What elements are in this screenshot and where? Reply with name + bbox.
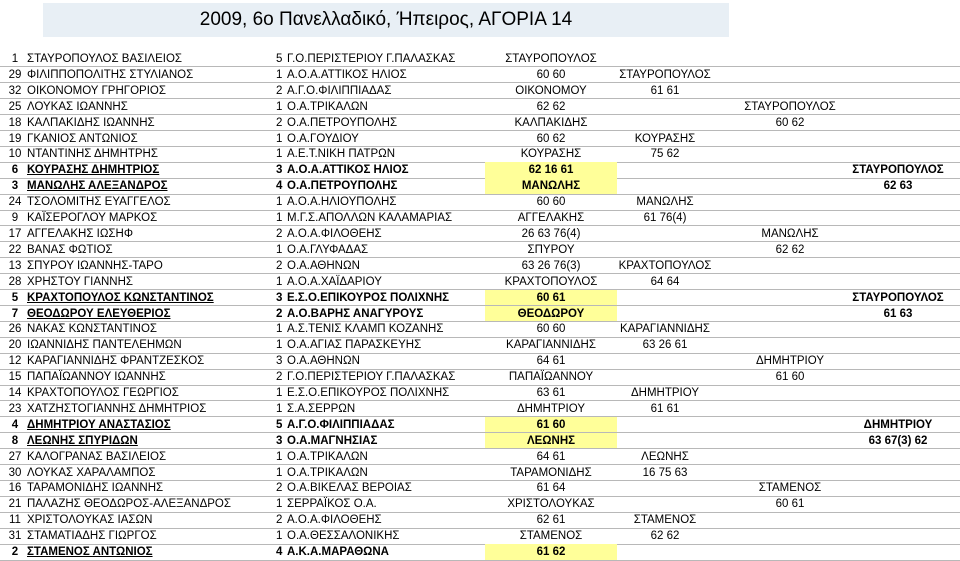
player-seed: 10	[8, 148, 22, 161]
table-row	[0, 417, 960, 433]
player-name: ΚΑΛΟΓΡΑΝΑΣ ΒΑΣΙΛΕΙΟΣ	[27, 450, 167, 463]
table-row	[0, 83, 960, 99]
table-row	[0, 242, 960, 258]
player-entry-number: 1	[276, 68, 283, 81]
round-2-result: 64 64	[650, 275, 680, 288]
round-2-result: 16 75 63	[642, 466, 688, 479]
draw-table	[0, 51, 960, 560]
round-1-result: ΔΗΜΗΤΡΙΟΥ	[516, 402, 585, 415]
player-entry-number: 2	[276, 259, 283, 272]
round-1-result: ΧΡΙΣΤΟΛΟΥΚΑΣ	[507, 498, 595, 511]
player-club: Ο.Α.ΠΕΤΡΟΥΠΟΛΗΣ	[287, 180, 398, 193]
table-row	[0, 258, 960, 274]
sheet-title: 2009, 6ο Πανελλαδικό, Ήπειρος, ΑΓΟΡΙΑ 14	[43, 3, 729, 37]
player-name: ΧΑΤΖΗΣΤΟΓΙΑΝΝΗΣ ΔΗΜΗΤΡΙΟΣ	[27, 402, 207, 415]
player-entry-number: 1	[276, 100, 283, 113]
table-row	[0, 401, 960, 417]
player-seed: 12	[8, 355, 22, 368]
player-entry-number: 1	[276, 530, 283, 543]
round-2-result: 75 62	[650, 148, 680, 161]
player-club: Ο.Α.ΤΡΙΚΑΛΩΝ	[287, 450, 368, 463]
table-row	[0, 465, 960, 481]
table-row	[0, 131, 960, 147]
table-row	[0, 433, 960, 449]
table-row	[0, 449, 960, 465]
table-row	[0, 194, 960, 210]
player-entry-number: 2	[276, 514, 283, 527]
round-1-result: ΜΑΝΩΛΗΣ	[485, 178, 617, 194]
round-4-result: 63 67(3) 62	[868, 434, 928, 447]
player-club: Γ.Ο.ΠΕΡΙΣΤΕΡΙΟΥ Γ.ΠΑΛΑΣΚΑΣ	[287, 53, 456, 65]
player-name: ΝΤΑΝΤΙΝΗΣ ΔΗΜΗΤΡΗΣ	[27, 148, 158, 161]
player-club: Α.Ο.Α.ΗΛΙΟΥΠΟΛΗΣ	[287, 196, 397, 209]
round-1-result: 61 60	[485, 417, 617, 433]
player-name: ΛΕΩΝΗΣ ΣΠΥΡΙΔΩΝ	[27, 434, 138, 447]
player-club: Α.Κ.Α.ΜΑΡΑΘΩΝΑ	[287, 546, 389, 559]
table-row	[0, 290, 960, 306]
player-entry-number: 3	[276, 434, 283, 447]
round-1-result: ΟΙΚΟΝΟΜΟΥ	[515, 84, 587, 97]
player-club: Ο.Α.ΜΑΓΝΗΣΙΑΣ	[287, 434, 378, 447]
player-entry-number: 1	[276, 387, 283, 400]
player-name: ΚΡΑΧΤΟΠΟΥΛΟΣ ΓΕΩΡΓΙΟΣ	[27, 387, 179, 400]
player-entry-number: 1	[276, 148, 283, 161]
player-entry-number: 5	[276, 53, 283, 65]
player-entry-number: 2	[276, 84, 283, 97]
table-row	[0, 210, 960, 226]
player-club: Α.Σ.ΤΕΝΙΣ ΚΛΑΜΠ ΚΟΖΑΝΗΣ	[287, 323, 444, 336]
player-seed: 20	[8, 339, 22, 352]
table-row	[0, 226, 960, 242]
player-seed: 7	[11, 307, 19, 320]
player-name: ΟΙΚΟΝΟΜΟΥ ΓΡΗΓΟΡΙΟΣ	[27, 84, 166, 97]
table-row	[0, 353, 960, 369]
round-2-result: ΣΤΑΜΕΝΟΣ	[633, 514, 697, 527]
player-club: Ο.Α.ΘΕΣΣΑΛΟΝΙΚΗΣ	[287, 530, 400, 543]
round-3-result: ΔΗΜΗΤΡΙΟΥ	[755, 355, 824, 368]
round-1-result: ΘΕΟΔΩΡΟΥ	[485, 306, 617, 322]
round-1-result: 62 62	[536, 100, 566, 113]
player-club: ΣΕΡΡΑΪΚΟΣ Ο.Α.	[287, 498, 377, 511]
round-1-result: 61 64	[536, 482, 566, 495]
player-entry-number: 5	[276, 418, 283, 431]
player-entry-number: 2	[276, 371, 283, 384]
player-entry-number: 1	[276, 402, 283, 415]
player-seed: 31	[8, 530, 22, 543]
table-row	[0, 51, 960, 67]
player-name: ΚΑΪΣΕΡΟΓΛΟΥ ΜΑΡΚΟΣ	[27, 212, 158, 225]
player-seed: 24	[8, 196, 22, 209]
player-name: ΣΤΑΜΕΝΟΣ ΑΝΤΩΝΙΟΣ	[27, 546, 153, 559]
player-club: Ε.Σ.Ο.ΕΠΙΚΟΥΡΟΣ ΠΟΛΙΧΝΗΣ	[287, 291, 450, 304]
table-row	[0, 67, 960, 83]
player-name: ΚΡΑΧΤΟΠΟΥΛΟΣ ΚΩΝΣΤΑΝΤΙΝΟΣ	[27, 291, 214, 304]
table-row	[0, 385, 960, 401]
player-name: ΑΓΓΕΛΑΚΗΣ ΙΩΣΗΦ	[27, 227, 134, 240]
player-name: ΓΚΑΝΙΟΣ ΑΝΤΩΝΙΟΣ	[27, 132, 138, 145]
player-entry-number: 3	[276, 164, 283, 177]
player-club: Ο.Α.ΤΡΙΚΑΛΩΝ	[287, 466, 368, 479]
player-club: Ο.Α.ΤΡΙΚΑΛΩΝ	[287, 100, 368, 113]
player-name: ΚΟΥΡΑΣΗΣ ΔΗΜΗΤΡΙΟΣ	[27, 164, 160, 177]
player-name: ΦΙΛΙΠΠΟΠΟΛΙΤΗΣ ΣΤΥΛΙΑΝΟΣ	[27, 68, 194, 81]
player-seed: 29	[8, 68, 22, 81]
round-2-result: ΚΡΑΧΤΟΠΟΥΛΟΣ	[618, 259, 712, 272]
round-1-result: 60 60	[536, 323, 566, 336]
player-club: Ο.Α.ΑΓΙΑΣ ΠΑΡΑΣΚΕΥΗΣ	[287, 339, 422, 352]
player-club: Ο.Α.ΒΙΚΕΛΑΣ ΒΕΡΟΙΑΣ	[287, 482, 412, 495]
player-entry-number: 2	[276, 227, 283, 240]
player-name: ΠΑΛΑΖΗΣ ΘΕΟΔΩΡΟΣ-ΑΛΕΞΑΝΔΡΟΣ	[27, 498, 231, 511]
round-1-result: 62 16 61	[485, 162, 617, 178]
round-1-result: 60 61	[485, 290, 617, 306]
player-name: ΛΟΥΚΑΣ ΧΑΡΑΛΑΜΠΟΣ	[27, 466, 156, 479]
player-entry-number: 1	[276, 450, 283, 463]
player-entry-number: 1	[276, 498, 283, 511]
round-1-result: ΚΑΛΠΑΚΙΔΗΣ	[514, 116, 588, 129]
player-name: ΒΑΝΑΣ ΦΩΤΙΟΣ	[27, 243, 113, 256]
player-entry-number: 1	[276, 466, 283, 479]
table-row	[0, 162, 960, 178]
player-entry-number: 1	[276, 212, 283, 225]
round-3-result: ΣΤΑΜΕΝΟΣ	[758, 482, 822, 495]
table-row	[0, 512, 960, 528]
round-2-result: ΛΕΩΝΗΣ	[641, 450, 689, 463]
player-seed: 28	[8, 275, 22, 288]
player-club: Α.Γ.Ο.ΦΙΛΙΠΠΙΑΔΑΣ	[287, 418, 395, 431]
round-1-result: 62 61	[536, 514, 566, 527]
player-seed: 16	[8, 482, 22, 495]
player-club: Α.Ο.Α.ΑΤΤΙΚΟΣ ΗΛΙΟΣ	[287, 164, 409, 177]
player-seed: 23	[8, 402, 22, 415]
table-row	[0, 544, 960, 560]
table-row	[0, 178, 960, 194]
player-name: ΧΡΗΣΤΟΥ ΓΙΑΝΝΗΣ	[27, 275, 134, 288]
player-seed: 2	[11, 546, 19, 559]
player-club: Ο.Α.ΓΛΥΦΑΔΑΣ	[287, 243, 369, 256]
player-club: Α.Ο.ΒΑΡΗΣ ΑΝΑΓΥΡΟΥΣ	[287, 307, 424, 320]
player-club: Ο.Α.ΠΕΤΡΟΥΠΟΛΗΣ	[287, 116, 398, 129]
round-1-result: ΛΕΩΝΗΣ	[485, 433, 617, 449]
player-seed: 15	[8, 371, 22, 384]
round-2-result: ΜΑΝΩΛΗΣ	[636, 196, 694, 209]
player-name: ΘΕΟΔΩΡΟΥ ΕΛΕΥΘΕΡΙΟΣ	[27, 307, 171, 320]
player-seed: 27	[8, 450, 22, 463]
round-1-result: ΑΓΓΕΛΑΚΗΣ	[517, 212, 585, 225]
table-row	[0, 496, 960, 512]
round-3-result: 60 62	[775, 116, 805, 129]
player-seed: 1	[11, 53, 19, 65]
round-1-result: ΣΤΑΜΕΝΟΣ	[519, 530, 583, 543]
table-row	[0, 274, 960, 290]
player-club: Γ.Ο.ΠΕΡΙΣΤΕΡΙΟΥ Γ.ΠΑΛΑΣΚΑΣ	[287, 371, 456, 384]
player-seed: 6	[11, 164, 19, 177]
round-1-result: 64 61	[536, 450, 566, 463]
player-entry-number: 2	[276, 116, 283, 129]
round-1-result: 60 60	[536, 68, 566, 81]
player-entry-number: 1	[276, 132, 283, 145]
round-2-result: 61 61	[650, 402, 680, 415]
player-name: ΧΡΙΣΤΟΛΟΥΚΑΣ ΙΑΣΩΝ	[27, 514, 153, 527]
player-club: Ο.Α.ΑΘΗΝΩΝ	[287, 355, 360, 368]
player-entry-number: 2	[276, 482, 283, 495]
player-club: Α.Ο.Α.ΑΤΤΙΚΟΣ ΗΛΙΟΣ	[287, 68, 407, 81]
player-seed: 19	[8, 132, 22, 145]
player-seed: 14	[8, 387, 22, 400]
player-entry-number: 2	[276, 307, 283, 320]
round-1-result: ΚΑΡΑΓΙΑΝΝΙΔΗΣ	[506, 339, 596, 352]
round-1-result: ΣΠΥΡΟΥ	[527, 243, 575, 256]
table-row	[0, 528, 960, 544]
player-seed: 32	[8, 84, 22, 97]
player-club: Ε.Σ.Ο.ΕΠΙΚΟΥΡΟΣ ΠΟΛΙΧΝΗΣ	[287, 387, 450, 400]
round-3-result: 60 61	[775, 498, 805, 511]
round-4-result: 61 63	[883, 307, 913, 320]
player-seed: 4	[11, 418, 19, 431]
table-row	[0, 306, 960, 322]
player-entry-number: 4	[276, 180, 283, 193]
player-club: Α.Ο.Α.ΧΑΪΔΑΡΙΟΥ	[287, 275, 382, 288]
round-4-result: ΣΤΑΥΡΟΠΟΥΛΟΣ	[852, 291, 944, 304]
player-seed: 13	[8, 259, 22, 272]
round-3-result: 61 60	[775, 371, 805, 384]
player-name: ΣΠΥΡΟΥ ΙΩΑΝΝΗΣ-ΤΑΡΟ	[27, 259, 163, 272]
round-1-result: 60 62	[536, 132, 566, 145]
round-2-result: ΚΟΥΡΑΣΗΣ	[634, 132, 696, 145]
player-name: ΠΑΠΑΪΩΑΝΝΟΥ ΙΩΑΝΝΗΣ	[27, 371, 166, 384]
player-club: Σ.Α.ΣΕΡΡΩΝ	[287, 402, 356, 415]
player-club: Ο.Α.ΑΘΗΝΩΝ	[287, 259, 360, 272]
table-row	[0, 337, 960, 353]
player-club: Ο.Α.ΓΟΥΔΙΟΥ	[287, 132, 359, 145]
player-entry-number: 3	[276, 355, 283, 368]
player-name: ΛΟΥΚΑΣ ΙΩΑΝΝΗΣ	[27, 100, 128, 113]
player-seed: 9	[11, 212, 19, 225]
player-seed: 26	[8, 323, 22, 336]
round-1-result: ΤΑΡΑΜΟΝΙΔΗΣ	[510, 466, 592, 479]
player-entry-number: 1	[276, 275, 283, 288]
table-row	[0, 99, 960, 115]
player-club: Α.Ο.Α.ΦΙΛΟΘΕΗΣ	[287, 514, 382, 527]
round-2-result: 62 62	[650, 530, 680, 543]
table-row	[0, 146, 960, 162]
round-3-result: ΜΑΝΩΛΗΣ	[761, 227, 819, 240]
player-seed: 25	[8, 100, 22, 113]
round-2-result: ΣΤΑΥΡΟΠΟΥΛΟΣ	[619, 68, 711, 81]
round-4-result: ΣΤΑΥΡΟΠΟΥΛΟΣ	[852, 164, 944, 177]
player-seed: 30	[8, 466, 22, 479]
round-2-result: ΔΗΜΗΤΡΙΟΥ	[630, 387, 699, 400]
player-seed: 5	[11, 291, 19, 304]
round-2-result: 63 26 61	[642, 339, 688, 352]
player-name: ΣΤΑΥΡΟΠΟΥΛΟΣ ΒΑΣΙΛΕΙΟΣ	[27, 53, 183, 65]
round-4-result: ΔΗΜΗΤΡΙΟΥ	[863, 418, 933, 431]
round-3-result: 62 62	[775, 243, 805, 256]
round-1-result: ΣΤΑΥΡΟΠΟΥΛΟΣ	[505, 53, 597, 65]
player-entry-number: 1	[276, 323, 283, 336]
table-row	[0, 321, 960, 337]
round-1-result: 60 60	[536, 196, 566, 209]
player-club: Α.Ο.Α.ΦΙΛΟΘΕΗΣ	[287, 227, 382, 240]
player-entry-number: 1	[276, 243, 283, 256]
player-name: ΚΑΛΠΑΚΙΔΗΣ ΙΩΑΝΝΗΣ	[27, 116, 155, 129]
round-1-result: ΚΡΑΧΤΟΠΟΥΛΟΣ	[504, 275, 598, 288]
round-1-result: 61 62	[485, 544, 617, 560]
player-seed: 3	[11, 180, 19, 193]
player-name: ΤΣΟΛΟΜΙΤΗΣ ΕΥΑΓΓΕΛΟΣ	[27, 196, 171, 209]
player-entry-number: 4	[276, 546, 283, 559]
round-2-result: 61 76(4)	[643, 212, 687, 225]
round-1-result: 63 61	[536, 387, 566, 400]
table-row	[0, 480, 960, 496]
player-club: Α.Ε.Τ.ΝΙΚΗ ΠΑΤΡΩΝ	[287, 148, 396, 161]
player-entry-number: 3	[276, 291, 283, 304]
player-seed: 17	[8, 227, 22, 240]
player-club: Μ.Γ.Σ.ΑΠΟΛΛΩΝ ΚΑΛΑΜΑΡΙΑΣ	[287, 212, 453, 225]
table-row	[0, 369, 960, 385]
player-name: ΙΩΑΝΝΙΔΗΣ ΠΑΝΤΕΛΕΗΜΩΝ	[27, 339, 182, 352]
player-name: ΝΑΚΑΣ ΚΩΝΣΤΑΝΤΙΝΟΣ	[27, 323, 158, 336]
player-seed: 8	[11, 434, 19, 447]
player-seed: 11	[9, 514, 21, 527]
player-club: Α.Γ.Ο.ΦΙΛΙΠΠΙΑΔΑΣ	[287, 84, 392, 97]
round-1-result: 63 26 76(3)	[521, 259, 581, 272]
round-3-result: ΣΤΑΥΡΟΠΟΥΛΟΣ	[744, 100, 836, 113]
round-2-result: ΚΑΡΑΓΙΑΝΝΙΔΗΣ	[620, 323, 710, 336]
player-entry-number: 1	[276, 196, 283, 209]
player-name: ΚΑΡΑΓΙΑΝΝΙΔΗΣ ΦΡΑΝΤΖΕΣΚΟΣ	[27, 355, 205, 368]
round-1-result: ΠΑΠΑΪΩΑΝΝΟΥ	[508, 371, 594, 384]
player-name: ΣΤΑΜΑΤΙΑΔΗΣ ΓΙΩΡΓΟΣ	[27, 530, 157, 543]
round-1-result: 64 61	[536, 355, 566, 368]
player-name: ΜΑΝΩΛΗΣ ΑΛΕΞΑΝΔΡΟΣ	[27, 180, 168, 193]
player-name: ΔΗΜΗΤΡΙΟΥ ΑΝΑΣΤΑΣΙΟΣ	[27, 418, 171, 431]
round-2-result: 61 61	[650, 84, 680, 97]
player-seed: 21	[8, 498, 22, 511]
player-name: ΤΑΡΑΜΟΝΙΔΗΣ ΙΩΑΝΝΗΣ	[27, 482, 164, 495]
player-seed: 22	[8, 243, 22, 256]
round-1-result: 26 63 76(4)	[521, 227, 581, 240]
player-seed: 18	[8, 116, 22, 129]
round-4-result: 62 63	[883, 180, 913, 193]
table-row	[0, 115, 960, 131]
round-1-result: ΚΟΥΡΑΣΗΣ	[520, 148, 582, 161]
player-entry-number: 1	[276, 339, 283, 352]
